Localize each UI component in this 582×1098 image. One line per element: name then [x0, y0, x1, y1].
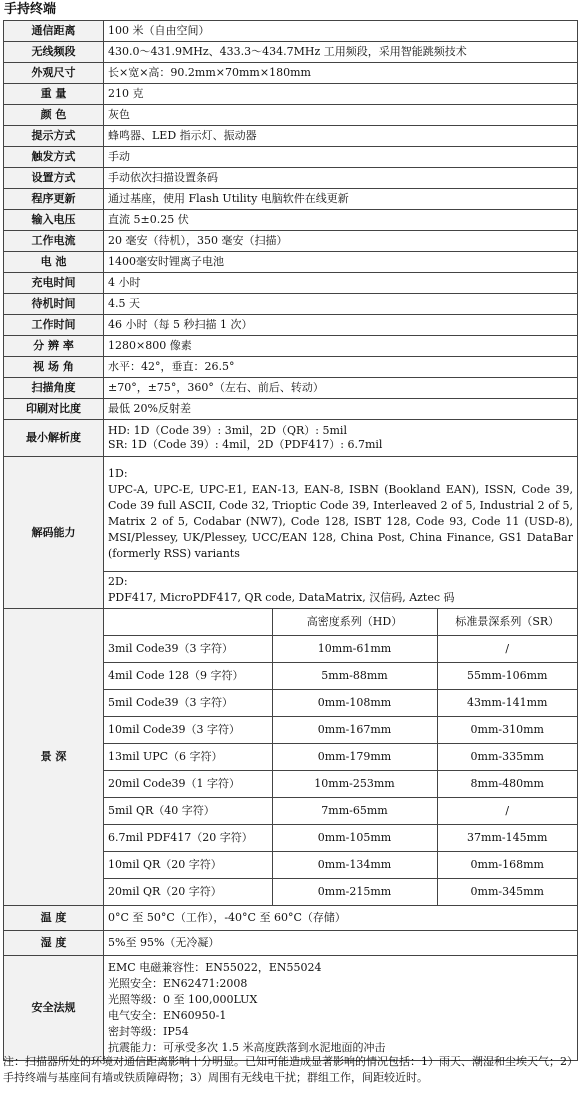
- spec-label: 视 场 角: [4, 357, 104, 378]
- spec-label: 扫描角度: [4, 378, 104, 399]
- safety-line: 密封等级：IP54: [108, 1025, 189, 1038]
- decode-subtable: [104, 457, 577, 608]
- dof-hd-cell: 0mm-108mm: [272, 690, 437, 717]
- spec-value: 0°C 至 50°C（工作），-40°C 至 60°C（存储）: [104, 906, 578, 931]
- dof-hd-cell: 5mm-88mm: [272, 663, 437, 690]
- spec-label: 提示方式: [4, 126, 104, 147]
- decode-1d-cell: [104, 457, 577, 572]
- dof-row: [104, 744, 577, 771]
- dof-symbology-cell: 10mil QR（20 字符）: [104, 852, 272, 879]
- dof-symbology-cell: 20mil Code39（1 字符）: [104, 771, 272, 798]
- dof-row: [104, 852, 577, 879]
- spec-row-safety: [4, 956, 578, 1061]
- spec-value: 20 毫安（待机），350 毫安（扫描）: [104, 231, 578, 252]
- spec-row: [4, 84, 578, 105]
- spec-row: [4, 357, 578, 378]
- dof-hd-cell: 10mm-253mm: [272, 771, 437, 798]
- dof-sr-cell: /: [437, 636, 577, 663]
- spec-value-safety: [104, 956, 578, 1061]
- spec-table: [3, 20, 578, 1061]
- dof-hd-cell: 0mm-215mm: [272, 879, 437, 906]
- spec-label: 触发方式: [4, 147, 104, 168]
- spec-row: [4, 168, 578, 189]
- dof-hd-cell: 0mm-134mm: [272, 852, 437, 879]
- safety-line: 抗震能力：可承受多次 1.5 米高度跌落到水泥地面的冲击: [108, 1041, 386, 1054]
- dof-header-cell: [104, 609, 272, 636]
- spec-value: 5%至 95%（无冷凝）: [104, 931, 578, 956]
- dof-hd-cell: 10mm-61mm: [272, 636, 437, 663]
- spec-row-humidity: [4, 931, 578, 956]
- dof-row: [104, 636, 577, 663]
- spec-row-temperature: [4, 906, 578, 931]
- spec-row: [4, 273, 578, 294]
- dof-symbology-cell: 5mil QR（40 字符）: [104, 798, 272, 825]
- dof-header-cell: 标准景深系列（SR）: [437, 609, 577, 636]
- spec-label: 湿 度: [4, 931, 104, 956]
- spec-label: 最小解析度: [4, 420, 104, 457]
- dof-row: [104, 717, 577, 744]
- spec-label: 印刷对比度: [4, 399, 104, 420]
- spec-label: 通信距离: [4, 21, 104, 42]
- dof-hd-cell: 7mm-65mm: [272, 798, 437, 825]
- dof-header-row: [104, 609, 577, 636]
- spec-label: 景 深: [4, 609, 104, 906]
- page-title: 手持终端: [4, 2, 57, 17]
- min-resolution-line: SR: 1D（Code 39）: 4mil，2D（PDF417）: 6.7mil: [108, 438, 383, 451]
- decode-1d-list: UPC-A, UPC-E, UPC-E1, EAN-13, EAN-8, ISBN (Bookland EAN), ISSN, Code 39, Code 39 full ASCII, Code 32, Trioptic Code 39, Interleaved 2 of 5, Industrial 2 of 5, Matrix 2 of 5, Codabar (NW7), Code 128, ISBT 128, Code 93, Code 11 (USD-8), MSI/Plessey, UK/Plessey, UCC/EAN 128, China Post, China Finance, GS1 DataBar (formerly RSS) variants: [108, 483, 573, 560]
- dof-row: [104, 825, 577, 852]
- spec-row: [4, 336, 578, 357]
- min-resolution-line: HD: 1D（Code 39）: 3mil，2D（QR）: 5mil: [108, 424, 347, 437]
- spec-value: 1400毫安时锂离子电池: [104, 252, 578, 273]
- spec-row: [4, 231, 578, 252]
- dof-symbology-cell: 6.7mil PDF417（20 字符）: [104, 825, 272, 852]
- spec-value: 430.0～431.9MHz、433.3～434.7MHz 工用频段，采用智能跳频技术: [104, 42, 578, 63]
- safety-line: EMC 电磁兼容性：EN55022，EN55024: [108, 961, 322, 974]
- dof-sr-cell: 37mm-145mm: [437, 825, 577, 852]
- spec-value-decode: [104, 457, 578, 609]
- dof-hd-cell: 0mm-167mm: [272, 717, 437, 744]
- spec-value: 蜂鸣器、LED 指示灯、振动器: [104, 126, 578, 147]
- dof-sr-cell: 0mm-310mm: [437, 717, 577, 744]
- spec-label: 程序更新: [4, 189, 104, 210]
- decode-1d-heading: 1D:: [108, 467, 128, 480]
- spec-label: 温 度: [4, 906, 104, 931]
- depth-of-field-subtable: [104, 609, 577, 905]
- spec-value: 210 克: [104, 84, 578, 105]
- dof-header-cell: 高密度系列（HD）: [272, 609, 437, 636]
- dof-row: [104, 771, 577, 798]
- spec-row: [4, 147, 578, 168]
- decode-2d-list: PDF417, MicroPDF417, QR code, DataMatrix, 汉信码, Aztec 码: [108, 591, 455, 604]
- spec-row: [4, 105, 578, 126]
- spec-label: 充电时间: [4, 273, 104, 294]
- spec-value: 100 米（自由空间）: [104, 21, 578, 42]
- spec-value: 通过基座，使用 Flash Utility 电脑软件在线更新: [104, 189, 578, 210]
- spec-row: [4, 189, 578, 210]
- footnote: 注：扫描器所处的环境对通信距离影响十分明显。已知可能造成显著影响的情况包括：1）雨天、潮湿和尘埃天气；2）手持终端与基座间有墙或铁质障碍物；3）周围有无线电干扰；群组工作，间距较近时。: [3, 1055, 578, 1084]
- spec-label: 安全法规: [4, 956, 104, 1061]
- spec-row-min-resolution: [4, 420, 578, 457]
- spec-value: 1280×800 像素: [104, 336, 578, 357]
- dof-sr-cell: 43mm-141mm: [437, 690, 577, 717]
- dof-symbology-cell: 5mil Code39（3 字符）: [104, 690, 272, 717]
- spec-row: [4, 21, 578, 42]
- dof-row: [104, 663, 577, 690]
- spec-label: 分 辨 率: [4, 336, 104, 357]
- spec-value-depth-of-field: [104, 609, 578, 906]
- spec-label: 工作电流: [4, 231, 104, 252]
- dof-sr-cell: 0mm-345mm: [437, 879, 577, 906]
- dof-sr-cell: 55mm-106mm: [437, 663, 577, 690]
- spec-value-min-resolution: [104, 420, 578, 457]
- spec-value: 直流 5±0.25 伏: [104, 210, 578, 231]
- dof-sr-cell: 8mm-480mm: [437, 771, 577, 798]
- dof-symbology-cell: 3mil Code39（3 字符）: [104, 636, 272, 663]
- spec-value: 4.5 天: [104, 294, 578, 315]
- dof-row: [104, 798, 577, 825]
- dof-symbology-cell: 4mil Code 128（9 字符）: [104, 663, 272, 690]
- dof-symbology-cell: 10mil Code39（3 字符）: [104, 717, 272, 744]
- spec-label: 解码能力: [4, 457, 104, 609]
- spec-value: 46 小时（每 5 秒扫描 1 次）: [104, 315, 578, 336]
- decode-2d-heading: 2D:: [108, 575, 128, 588]
- dof-sr-cell: 0mm-335mm: [437, 744, 577, 771]
- dof-hd-cell: 0mm-105mm: [272, 825, 437, 852]
- spec-label: 设置方式: [4, 168, 104, 189]
- spec-label: 待机时间: [4, 294, 104, 315]
- spec-value: 水平：42°，垂直：26.5°: [104, 357, 578, 378]
- dof-row: [104, 879, 577, 906]
- safety-line: 光照等级：0 至 100,000LUX: [108, 993, 258, 1006]
- spec-value: 手动: [104, 147, 578, 168]
- spec-row: [4, 126, 578, 147]
- spec-row: [4, 378, 578, 399]
- spec-value: 最低 20%反射差: [104, 399, 578, 420]
- spec-label: 输入电压: [4, 210, 104, 231]
- dof-symbology-cell: 13mil UPC（6 字符）: [104, 744, 272, 771]
- dof-row: [104, 690, 577, 717]
- spec-row: [4, 315, 578, 336]
- spec-label: 无线频段: [4, 42, 104, 63]
- spec-value: 4 小时: [104, 273, 578, 294]
- spec-row: [4, 210, 578, 231]
- spec-row: [4, 63, 578, 84]
- spec-value: 手动依次扫描设置条码: [104, 168, 578, 189]
- safety-line: 光照安全：EN62471:2008: [108, 977, 248, 990]
- spec-value: 灰色: [104, 105, 578, 126]
- spec-value: 长×宽×高：90.2mm×70mm×180mm: [104, 63, 578, 84]
- spec-row: [4, 294, 578, 315]
- spec-label: 重 量: [4, 84, 104, 105]
- spec-row: [4, 42, 578, 63]
- safety-line: 电气安全：EN60950-1: [108, 1009, 227, 1022]
- spec-label: 电 池: [4, 252, 104, 273]
- spec-row: [4, 252, 578, 273]
- spec-table-body: [4, 21, 578, 1061]
- decode-2d-cell: [104, 572, 577, 609]
- spec-row-depth-of-field: [4, 609, 578, 906]
- spec-row: [4, 399, 578, 420]
- spec-label: 外观尺寸: [4, 63, 104, 84]
- spec-label: 工作时间: [4, 315, 104, 336]
- spec-label: 颜 色: [4, 105, 104, 126]
- dof-hd-cell: 0mm-179mm: [272, 744, 437, 771]
- dof-sr-cell: /: [437, 798, 577, 825]
- dof-sr-cell: 0mm-168mm: [437, 852, 577, 879]
- spec-value: ±70°，±75°，360°（左右、前后、转动）: [104, 378, 578, 399]
- spec-row-decode: [4, 457, 578, 609]
- dof-symbology-cell: 20mil QR（20 字符）: [104, 879, 272, 906]
